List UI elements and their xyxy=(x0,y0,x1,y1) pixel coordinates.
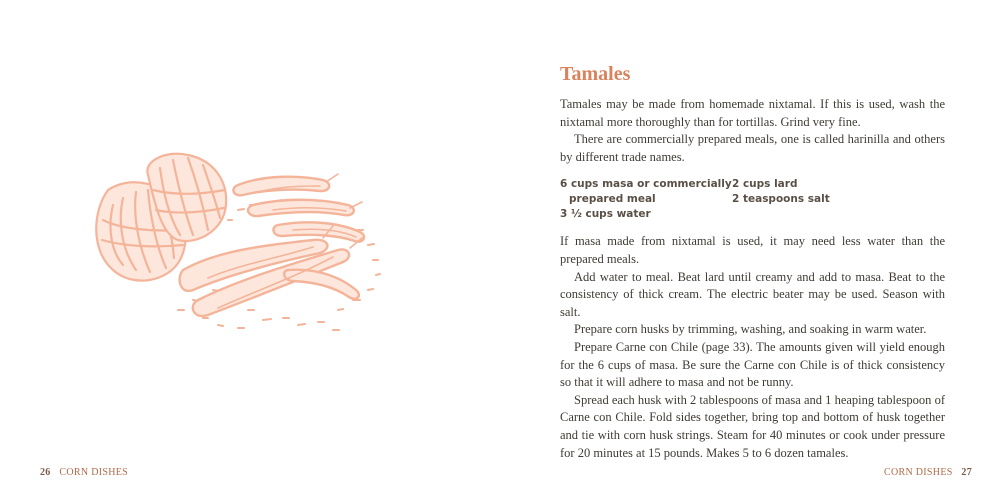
recipe-title: Tamales xyxy=(560,63,631,85)
ingredient-item: 2 cups lard xyxy=(732,178,798,191)
direction-paragraph-2: Add water to meal. Beat lard until creamy and add to masa. Beat to the consistency of thick cream. The electric beater may be used. Season with salt. xyxy=(560,269,945,319)
ingredients-column-1 xyxy=(560,177,732,222)
left-page-footer xyxy=(40,467,134,478)
ingredients-column-2 xyxy=(732,177,945,222)
intro-paragraph-2: There are commercially prepared meals, one is called harinilla and others by different trade names. xyxy=(560,132,945,164)
left-section-label: CORN DISHES xyxy=(59,467,129,478)
ingredients-list xyxy=(560,177,945,222)
ingredient-item: 6 cups masa or commercially xyxy=(560,178,732,191)
right-page-number: 27 xyxy=(961,467,973,478)
direction-paragraph-4: Prepare Carne con Chile (page 33). The amounts given will yield enough for the 6 cups of masa. Be sure the Carne con Chile is of thick consistency so that it will adhere to masa and not be runny. xyxy=(560,339,945,390)
recipe-page xyxy=(560,62,945,462)
direction-paragraph-1: If masa made from nixtamal is used, it may need less water than the prepared meals. xyxy=(560,234,945,266)
intro-paragraph-1: Tamales may be made from homemade nixtamal. If this is used, wash the nixtamal more thoroughly than for tortillas. Grind very fine. xyxy=(560,97,945,129)
direction-paragraph-3: Prepare corn husks by trimming, washing, and soaking in warm water. xyxy=(574,322,927,337)
ingredient-item: 3 ½ cups water xyxy=(560,208,651,221)
ingredient-item: prepared meal xyxy=(569,193,656,206)
onions-and-chile-peppers-illustration xyxy=(88,150,393,345)
ingredient-item: 2 teaspoons salt xyxy=(732,193,830,206)
direction-paragraph-5: Spread each husk with 2 tablespoons of masa and 1 heaping tablespoon of Carne con Chile. Fold sides together, bring top and bottom of husk together and tie with corn husk strings. Steam for 40 minutes or cook under pressure for 20 minutes at 15 pounds. Makes 5 to 6 dozen tamales. xyxy=(560,392,945,460)
right-section-label: CORN DISHES xyxy=(884,467,953,478)
left-page-number: 26 xyxy=(40,467,51,478)
right-page-footer xyxy=(878,467,972,478)
